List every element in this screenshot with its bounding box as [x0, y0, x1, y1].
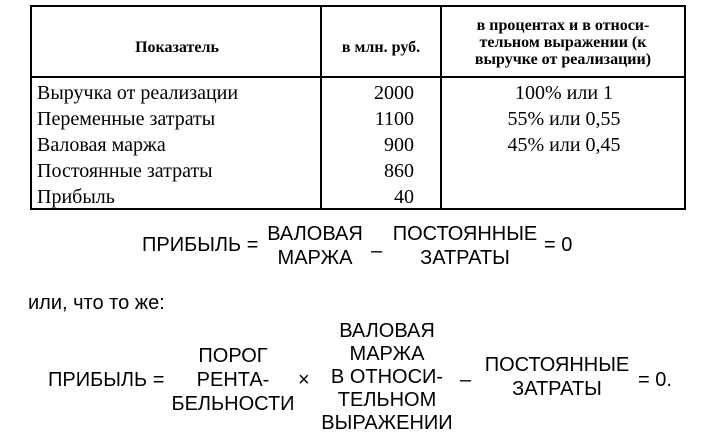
table-header [32, 7, 684, 78]
header-pct [442, 17, 684, 68]
row-value: 2000 [374, 82, 414, 104]
header-indicator: Показатель [135, 39, 219, 56]
formula2-times: × [298, 369, 310, 391]
term-line: ПОСТОЯННЫЕ [392, 223, 538, 245]
term-line: БЕЛЬНОСТИ [171, 393, 295, 415]
term-line: МАРЖА [277, 247, 353, 269]
row-value: 900 [384, 134, 414, 156]
term-line: ПОРОГ [198, 345, 268, 367]
row-pct: 100% или 1 [514, 82, 614, 104]
row-value: 860 [384, 160, 414, 182]
header-mln: в млн. руб. [341, 39, 421, 56]
formula1-gross-margin [263, 222, 367, 270]
term-line: МАРЖА [349, 343, 425, 365]
term-line: ТЕЛЬНОМ [337, 389, 437, 411]
formula2-lhs: ПРИБЫЛЬ = [48, 369, 165, 391]
formula1-rhs: = 0 [544, 234, 573, 256]
row-label: Постоянные затраты [37, 160, 213, 182]
table-row [32, 80, 684, 107]
row-value: 1100 [374, 108, 414, 130]
term-line: ВАЛОВАЯ [339, 320, 435, 342]
formula2-gross-margin-ratio [316, 320, 458, 435]
row-label: Выручка от реализации [37, 82, 239, 104]
row-value: 40 [394, 186, 414, 208]
term-line: ПОСТОЯННЫЕ [484, 354, 630, 376]
term-line: ЗАТРАТЫ [512, 378, 602, 400]
formula2-rhs: = 0. [638, 369, 672, 391]
header-pct-line: выручке от реализации) [474, 51, 652, 68]
formula1-minus: – [371, 240, 383, 262]
row-pct: 45% или 0,45 [507, 134, 621, 156]
formula2-break-even [168, 344, 298, 416]
formula2-fixed-costs [478, 353, 636, 401]
term-line: РЕНТА- [196, 369, 270, 391]
connector-text: или, что то же: [28, 292, 165, 314]
row-pct: 55% или 0,55 [507, 108, 621, 130]
formula2-minus: – [460, 369, 472, 391]
table-row [32, 106, 684, 133]
table-row [32, 184, 684, 211]
formula1-fixed-costs [387, 222, 543, 270]
formula1-lhs: ПРИБЫЛЬ = [142, 234, 259, 256]
table-row [32, 132, 684, 159]
row-label: Прибыль [37, 186, 115, 208]
term-line: ВАЛОВАЯ [267, 223, 363, 245]
header-pct-line: тельном выражении (к [479, 34, 647, 51]
term-line: ЗАТРАТЫ [420, 247, 510, 269]
table-row [32, 158, 684, 185]
data-table [30, 5, 686, 210]
header-pct-line: в процентах и в относи- [476, 17, 650, 34]
term-line: ВЫРАЖЕНИИ [321, 412, 453, 434]
row-label: Переменные затраты [37, 108, 216, 130]
row-label: Валовая маржа [37, 134, 166, 156]
term-line: В ОТНОСИ- [330, 366, 444, 388]
